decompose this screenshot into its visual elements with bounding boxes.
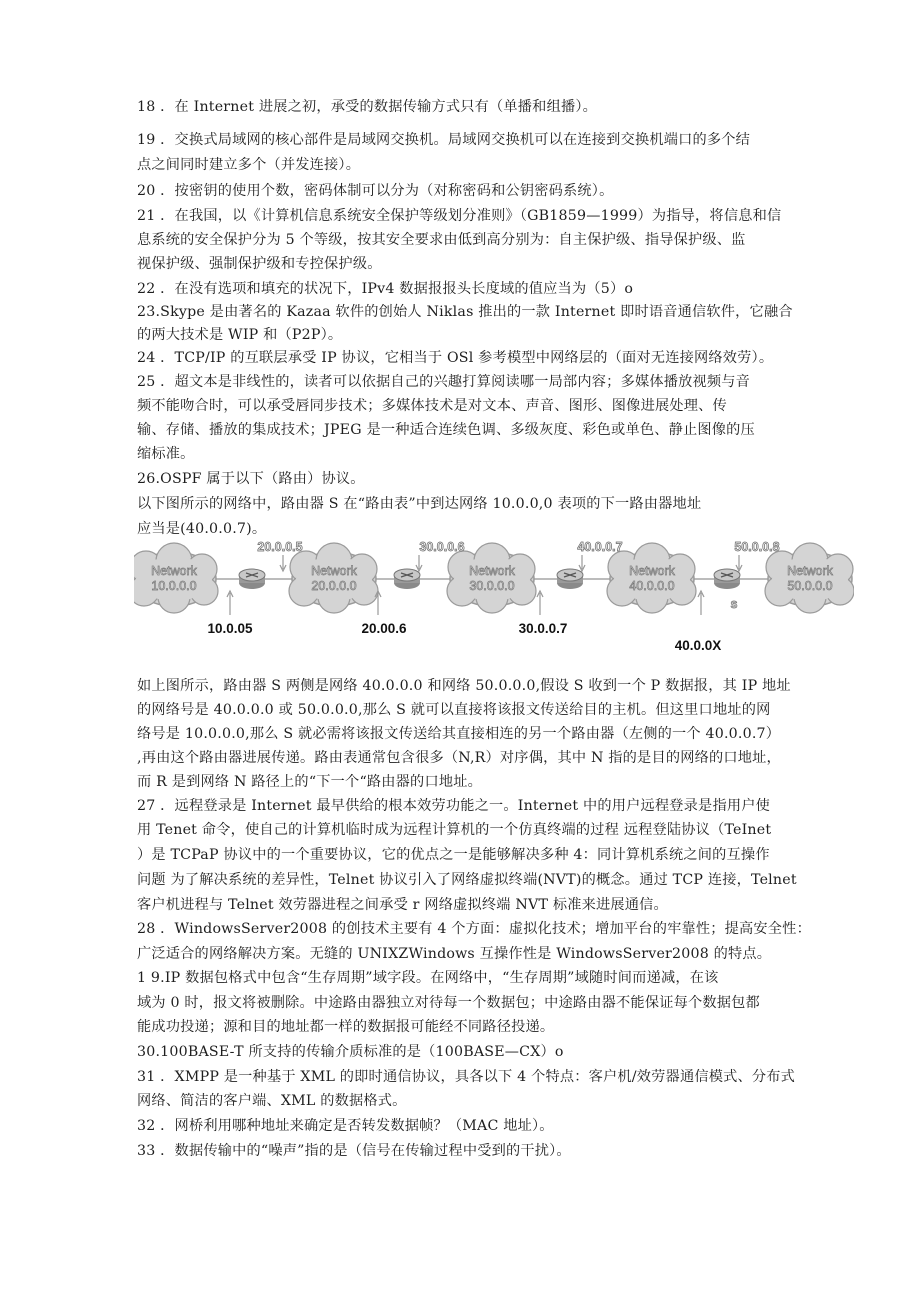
- network-routing-diagram: [134, 537, 854, 659]
- network-label: 50.0.0.0: [787, 579, 833, 593]
- text-line: 络号是 10.0.0.0,那么 S 就必需将该报文传送给其直接相连的另一个路由器（左侧的一个 40.0.0.7）: [137, 726, 781, 742]
- network-label: 10.0.0.0: [151, 579, 197, 593]
- text-line: 客户机进程与 Telnet 效劳器进程之间承受 r 网络虚拟终端 NVT 标准来进展通信。: [137, 897, 668, 913]
- router-address-label: 20.0.0.5: [257, 540, 303, 554]
- text-line: 点之间同时建立多个（并发连接）。: [137, 157, 361, 173]
- text-line: 广泛适合的网络解决方案。无缝的 UNIXZWindows 互操作性是 WindowsServer2008 的特点。: [137, 946, 772, 962]
- text-line: 26.OSPF 属于以下（路由）协议。: [137, 471, 365, 487]
- text-line: 而 R 是到网络 N 路径上的“下一个“路由器的口地址。: [137, 774, 482, 790]
- address-caption: 20.00.6: [361, 621, 407, 636]
- address-caption: 40.0.0X: [674, 638, 722, 653]
- network-label: 30.0.0.0: [469, 579, 515, 593]
- text-line: 应当是(40.0.0.7)。: [137, 521, 267, 537]
- text-line: 的两大技术是 WIP 和（P2P）。: [137, 327, 343, 343]
- text-line: 频不能吻合时，可以承受唇同步技术；多媒体技术是对文本、声音、图形、图像进展处理、传: [137, 398, 727, 414]
- router-address-label: 50.0.0.8: [734, 540, 780, 554]
- text-line: 28 ．WindowsServer2008 的创技术主要有 4 个方面：虚拟化技术；增加平台的牢靠性；提高安全性：: [137, 921, 811, 937]
- text-line: 如上图所示，路由器 S 两侧是网络 40.0.0.0 和网络 50.0.0.0,假设 S 收到一个 P 数据报，其 IP 地址: [137, 678, 791, 694]
- text-line: 输、存储、播放的集成技术；JPEG 是一种适合连续色调、多级灰度、彩色或单色、静止图像的压: [137, 422, 755, 438]
- text-line: 缩标准。: [137, 446, 195, 462]
- text-line: 27 ．远程登录是 Internet 最早供给的根本效劳功能之一。Internet 中的用户远程登录是指用户使: [137, 798, 770, 814]
- router-icon: [394, 569, 420, 589]
- router-icon: [239, 569, 265, 589]
- router-address-label: 40.0.0.7: [577, 540, 623, 554]
- network-label: Network: [469, 564, 515, 578]
- network-label: 40.0.0.0: [629, 579, 675, 593]
- text-line: 以下图所示的网络中，路由器 S 在“路由表”中到达网络 10.0.0,0 表项的下一路由器地址: [137, 496, 702, 512]
- network-label: Network: [151, 564, 197, 578]
- text-line: 32 ．网桥利用哪种地址来确定是否转发数据帧？（MAC 地址）。: [137, 1118, 554, 1134]
- network-label: 20.0.0.0: [311, 579, 357, 593]
- text-line: 问题 为了解决系统的差异性，Telnet 协议引入了网络虚拟终端(NVT)的概念。通过 TCP 连接，Telnet: [137, 872, 797, 888]
- text-line: 18 ．在 Internet 进展之初，承受的数据传输方式只有（单播和组播）。: [137, 99, 598, 115]
- text-line: 33 ．数据传输中的“噪声”指的是（信号在传输过程中受到的干扰）。: [137, 1143, 571, 1159]
- text-line: 31 ．XMPP 是一种基于 XML 的即时通信协议，具各以下 4 个特点：客户机/效劳器通信模式、分布式: [137, 1069, 796, 1085]
- text-line: 24 ．TCP/IP 的互联层承受 IP 协议，它相当于 OSl 参考模型中网络层的（面对无连接网络效劳）。: [137, 350, 774, 366]
- text-line: 21 ．在我国，以《计算机信息系统安全保护等级划分准则》（GB1859—1999）为指导，将信息和信: [137, 208, 782, 224]
- network-label: Network: [311, 564, 357, 578]
- network-label: Network: [787, 564, 833, 578]
- text-line: 22 ．在没有选项和填充的状况下，IPv4 数据报报头长度域的值应当为（5）o: [137, 281, 634, 297]
- network-label: Network: [629, 564, 675, 578]
- router-icon: [714, 569, 740, 589]
- text-line: ,再由这个路由器进展传递。路由表通常包含很多（N,R）对序偶，其中 N 指的是目的网络的口地址，: [137, 750, 781, 766]
- text-line: 30.100BASE-T 所支持的传输介质标准的是（100BASE—CX）o: [137, 1044, 564, 1060]
- text-line: 20 ．按密钥的使用个数，密码体制可以分为（对称密码和公钥密码系统）。: [137, 183, 614, 199]
- text-line: 1 9.IP 数据包格式中包含“生存周期”域字段。在网络中，“生存周期”域随时间而递减，在该: [137, 970, 719, 986]
- text-line: 用 Tenet 命令，使自己的计算机临时成为远程计算机的一个仿真终端的过程 远程登陆协议（TeInet: [137, 822, 772, 838]
- text-line: 19 ．交换式局域网的核心部件是局域网交换机。局域网交换机可以在连接到交换机端口的多个结: [137, 132, 751, 148]
- text-line: 网络、简洁的客户端、XML 的数据格式。: [137, 1093, 407, 1109]
- text-line: 息系统的安全保护分为 5 个等级，按其安全要求由低到高分别为：自主保护级、指导保护级、监: [137, 232, 746, 248]
- address-caption: 10.0.05: [207, 621, 253, 636]
- text-line: 23.Skype 是由著名的 Kazaa 软件的创始人 Niklas 推出的一款 Internet 即时语音通信软件，它融合: [137, 304, 793, 320]
- text-line: 25 ．超文本是非线性的，读者可以依据自己的兴趣打算阅读哪一局部内容；多媒体播放视频与音: [137, 374, 751, 390]
- text-line: 的网络号是 40.0.0.0 或 50.0.0.0,那么 S 就可以直接将该报文传送给目的主机。但这里口地址的网: [137, 702, 771, 718]
- text-line: 能成功投递；源和目的地址都一样的数据报可能经不同路径投递。: [137, 1019, 555, 1035]
- router-s-label: s: [730, 597, 738, 611]
- address-caption: 30.0.0.7: [518, 621, 568, 636]
- router-icon: [557, 569, 583, 589]
- text-line: ）是 TCPaP 协议中的一个重要协议，它的优点之一是能够解决多种 4：同计算机系统之间的互操作: [137, 847, 770, 863]
- text-line: 视保护级、强制保护级和专控保护级。: [137, 256, 382, 272]
- network-cloud: [134, 543, 218, 613]
- router-address-label: 30.0.0.6: [419, 540, 465, 554]
- text-line: 域为 0 时，报文将被删除。中途路由器独立对待每一个数据包；中途路由器不能保证每个数据包都: [137, 995, 760, 1011]
